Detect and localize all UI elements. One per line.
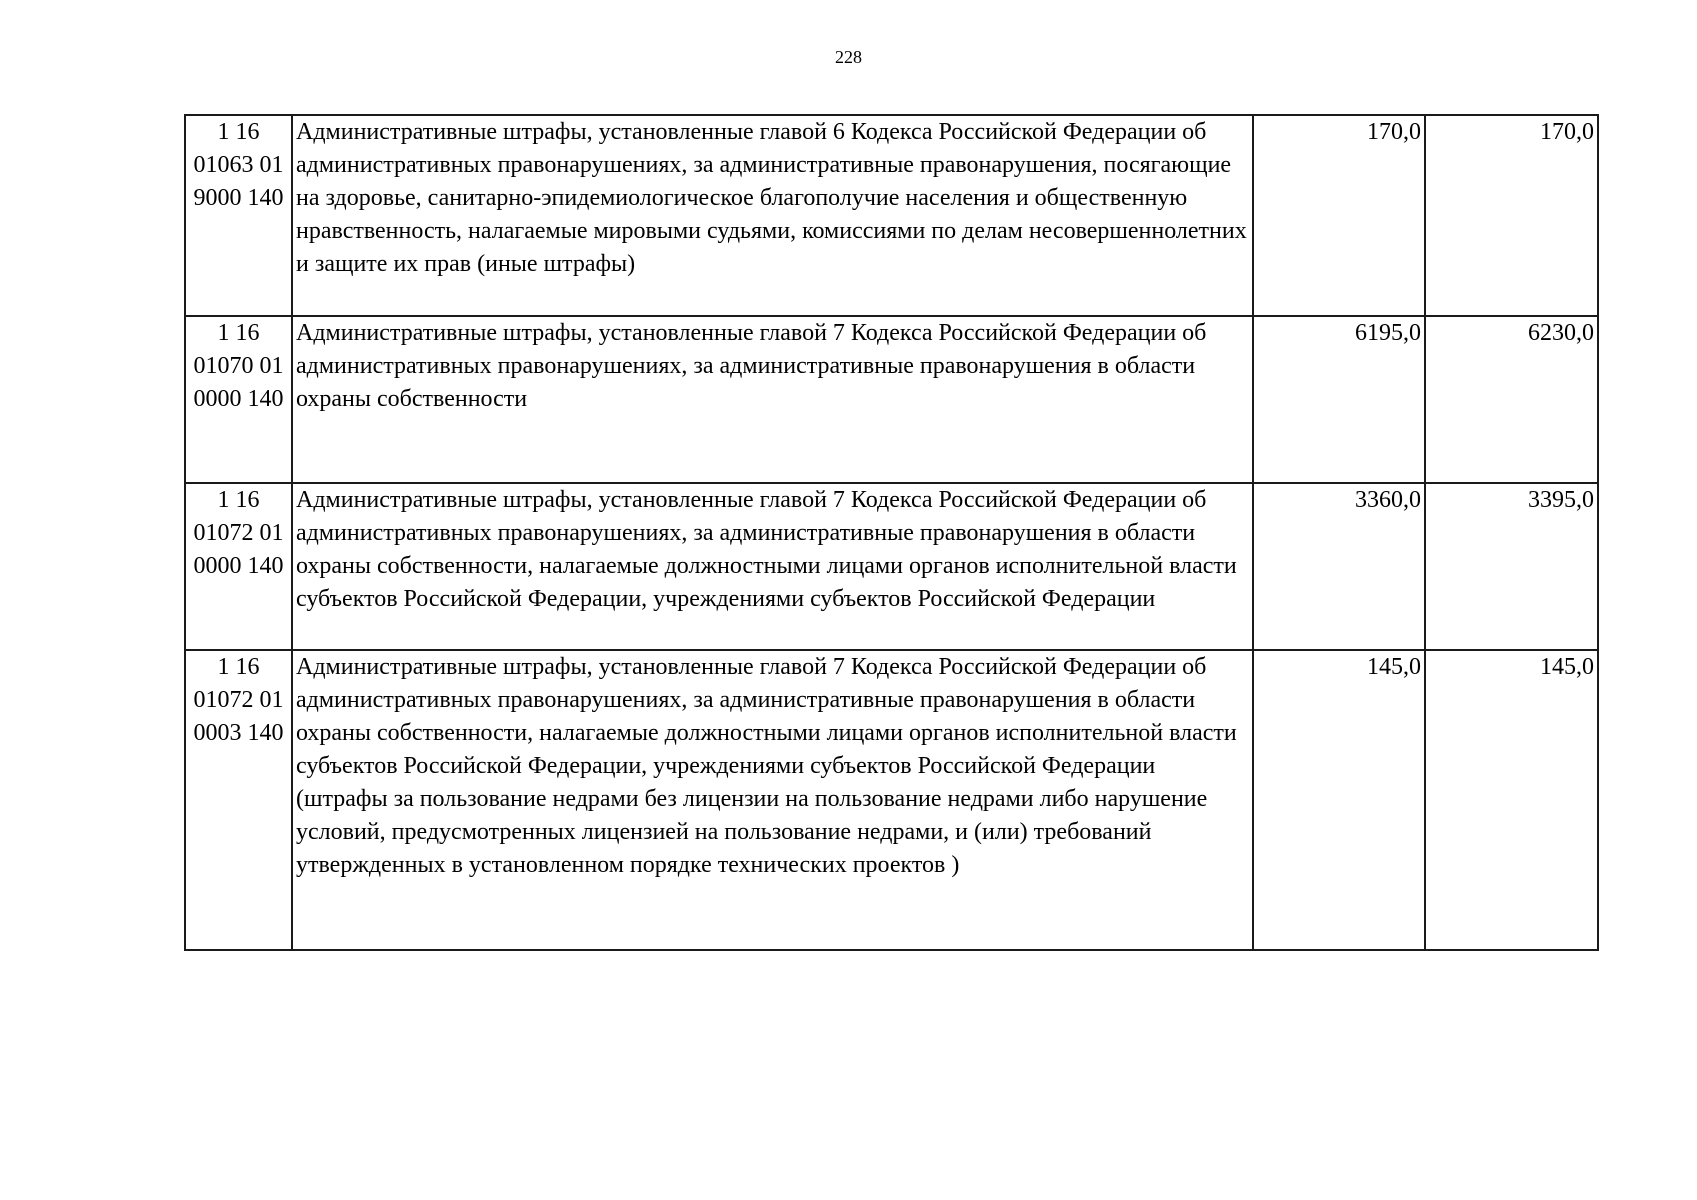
description: Административные штрафы, установленные главой 7 Кодекса Российской Федерации об административных правонарушениях, за административные правонарушения в области охраны собственности, налагаемые должностными лицами органов исполнительной власти субъектов Российской Федерации, учреждениями субъектов Российской Федерации (штрафы за пользование недрами без лицензии на пользование недрами либо нарушение условий, предусмотренных лицензией на пользование недрами, и (или) требований утвержденных в установленном порядке технических проектов ) bbox=[292, 650, 1253, 950]
value-1: 170,0 bbox=[1253, 115, 1425, 316]
code-line: 9000 140 bbox=[193, 185, 284, 211]
table-row bbox=[185, 650, 1598, 950]
code-line: 01063 01 bbox=[193, 152, 284, 178]
value-2: 145,0 bbox=[1425, 650, 1598, 950]
code-line: 0000 140 bbox=[193, 553, 284, 579]
code-line: 1 16 bbox=[217, 487, 260, 513]
value-2: 3395,0 bbox=[1425, 483, 1598, 650]
description: Административные штрафы, установленные главой 7 Кодекса Российской Федерации об административных правонарушениях, за административные правонарушения в области охраны собственности, налагаемые должностными лицами органов исполнительной власти субъектов Российской Федерации, учреждениями субъектов Российской Федерации bbox=[292, 483, 1253, 650]
value-2: 6230,0 bbox=[1425, 316, 1598, 483]
code-line: 01072 01 bbox=[193, 687, 284, 713]
description: Административные штрафы, установленные главой 7 Кодекса Российской Федерации об административных правонарушениях, за административные правонарушения в области охраны собственности bbox=[292, 316, 1253, 483]
code-line: 1 16 bbox=[217, 654, 260, 680]
value-1: 145,0 bbox=[1253, 650, 1425, 950]
table-row bbox=[185, 115, 1598, 316]
code-line: 0003 140 bbox=[193, 720, 284, 746]
code-line: 1 16 bbox=[217, 320, 260, 346]
value-1: 6195,0 bbox=[1253, 316, 1425, 483]
description: Административные штрафы, установленные главой 6 Кодекса Российской Федерации об административных правонарушениях, за административные правонарушения, посягающие на здоровье, санитарно-эпидемиологическое благополучие населения и общественную нравственность, налагаемые мировыми судьями, комиссиями по делам несовершеннолетних и защите их прав (иные штрафы) bbox=[292, 115, 1253, 316]
budget-code bbox=[185, 316, 292, 483]
page-number: 228 bbox=[835, 47, 862, 67]
code-line: 01070 01 bbox=[193, 353, 284, 379]
code-line: 1 16 bbox=[217, 119, 260, 145]
code-line: 01072 01 bbox=[193, 520, 284, 546]
value-1: 3360,0 bbox=[1253, 483, 1425, 650]
table-row bbox=[185, 483, 1598, 650]
budget-table bbox=[184, 114, 1599, 951]
budget-code bbox=[185, 650, 292, 950]
table-row bbox=[185, 316, 1598, 483]
value-2: 170,0 bbox=[1425, 115, 1598, 316]
code-line: 0000 140 bbox=[193, 386, 284, 412]
budget-code bbox=[185, 115, 292, 316]
budget-code bbox=[185, 483, 292, 650]
